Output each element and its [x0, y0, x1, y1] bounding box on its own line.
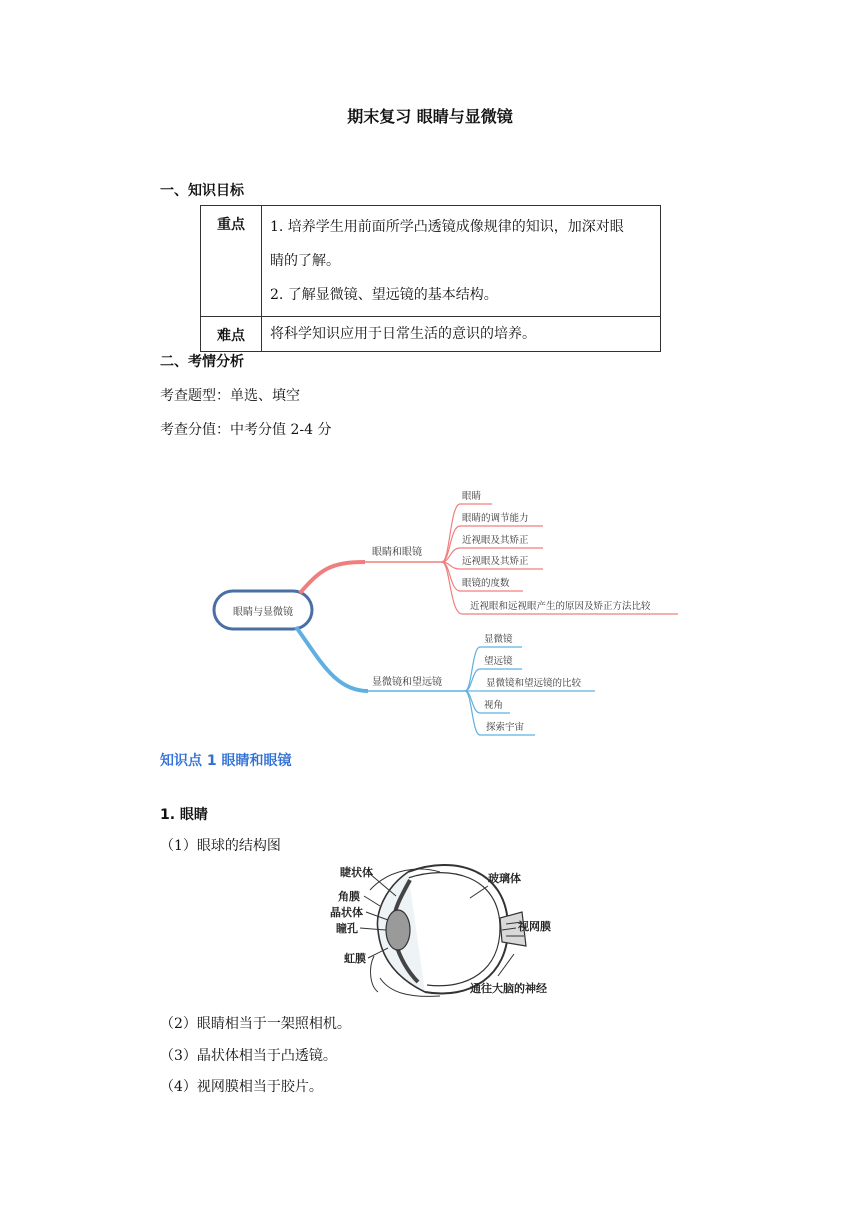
- label-optic-nerve: 通往大脑的神经: [470, 982, 547, 995]
- key-points-label: 重点: [201, 206, 262, 317]
- lens-shape: [386, 910, 410, 950]
- page-title: 期末复习 眼睛与显微镜: [347, 107, 513, 126]
- key-points-cell: [262, 206, 661, 317]
- mindmap-branch2-item-4: 视角: [484, 700, 504, 711]
- key-point-line-1: 1. 培养学生用前面所学凸透镜成像规律的知识，加深对眼: [270, 219, 624, 235]
- exam-score: 考查分值：中考分值 2-4 分: [160, 422, 332, 438]
- label-cornea: 角膜: [338, 890, 360, 903]
- key-point-line-3: 2. 了解显微镜、望远镜的基本结构。: [270, 287, 498, 303]
- mindmap-branch1-item-1: 眼睛: [462, 491, 482, 502]
- label-pupil: 瞳孔: [336, 922, 358, 935]
- eye-camera-analogy: （2）眼睛相当于一架照相机。: [160, 1016, 351, 1032]
- label-lens: 晶状体: [330, 906, 363, 919]
- item-eye-heading: 1. 眼睛: [160, 807, 208, 823]
- section-exam-analysis: 二、考情分析: [160, 354, 244, 370]
- mindmap-branch2-item-1: 显微镜: [484, 634, 513, 645]
- mindmap-branch2-item-3: 显微镜和望远镜的比较: [486, 678, 582, 689]
- exam-type: 考查题型：单选、填空: [160, 388, 300, 404]
- lens-convex-analogy: （3）晶状体相当于凸透镜。: [160, 1048, 337, 1064]
- mindmap-branch1-item-4: 远视眼及其矫正: [462, 556, 529, 567]
- mindmap-root-label: 眼睛与显微镜: [233, 607, 293, 618]
- label-ciliary-body: 睫状体: [340, 866, 373, 879]
- eyeball-structure-caption: （1）眼球的结构图: [160, 838, 281, 854]
- difficulty-text: 将科学知识应用于日常生活的意识的培养。: [262, 317, 661, 352]
- mindmap-branch1-link: [300, 562, 365, 593]
- mind-map: [200, 480, 690, 742]
- label-vitreous: 玻璃体: [488, 872, 521, 885]
- label-retina: 视网膜: [518, 920, 551, 933]
- label-iris: 虹膜: [344, 952, 366, 965]
- mindmap-branch1-item-3: 近视眼及其矫正: [462, 535, 529, 546]
- mindmap-branch1-item-2: 眼睛的调节能力: [462, 513, 529, 524]
- mindmap-branch1-item-5: 眼镜的度数: [462, 578, 510, 589]
- section-knowledge-goals: 一、知识目标: [160, 183, 244, 199]
- knowledge-point-1-heading: 知识点 1 眼睛和眼镜: [160, 753, 292, 769]
- goals-table: [200, 205, 661, 352]
- eyeball-diagram: [330, 858, 565, 1000]
- mindmap-branch1-label: 眼睛和眼镜: [372, 547, 422, 558]
- difficulty-label: 难点: [201, 317, 262, 352]
- mindmap-branch2-item-5: 探索宇宙: [486, 722, 525, 733]
- mindmap-branch2-label: 显微镜和望远镜: [372, 677, 442, 688]
- retina-film-analogy: （4）视网膜相当于胶片。: [160, 1079, 323, 1095]
- mindmap-branch1-item-6: 近视眼和远视眼产生的原因及矫正方法比较: [470, 601, 651, 612]
- mindmap-branch2-item-2: 望远镜: [484, 656, 513, 667]
- mindmap-branch2-link: [296, 627, 368, 691]
- key-point-line-2: 睛的了解。: [270, 253, 340, 269]
